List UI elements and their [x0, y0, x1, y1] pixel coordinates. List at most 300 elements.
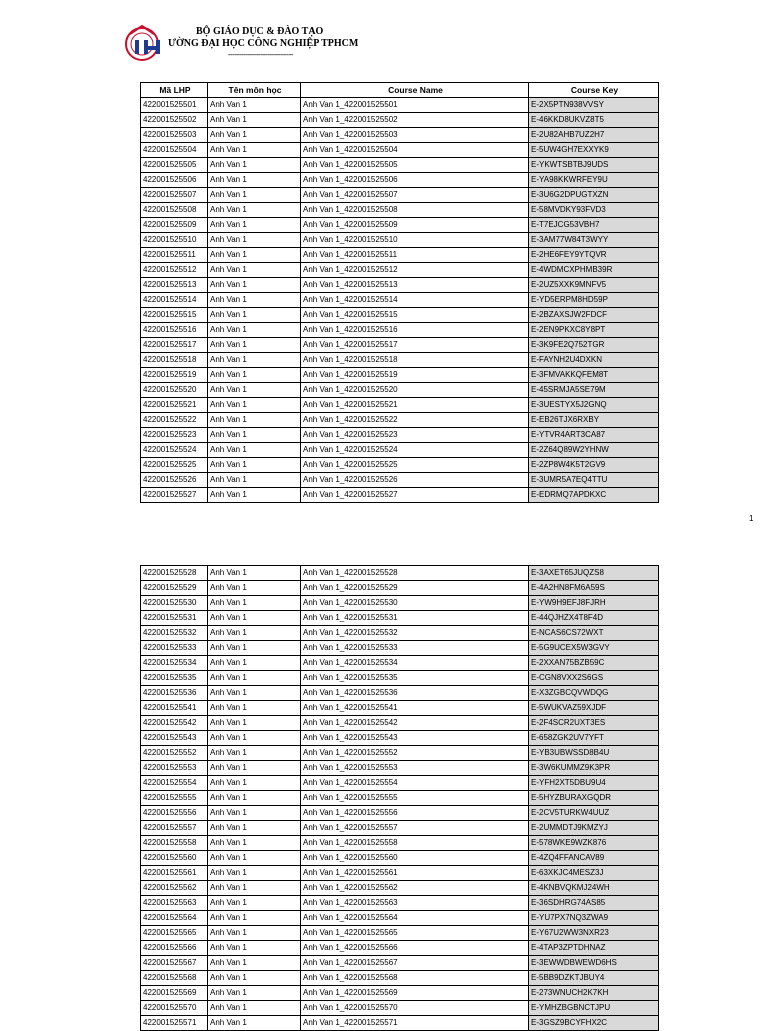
cell-ten-mon-hoc: Anh Van 1 — [208, 836, 301, 851]
table-row — [141, 368, 659, 383]
table-row — [141, 338, 659, 353]
cell-ten-mon-hoc: Anh Van 1 — [208, 866, 301, 881]
cell-ten-mon-hoc: Anh Van 1 — [208, 611, 301, 626]
cell-ten-mon-hoc: Anh Van 1 — [208, 158, 301, 173]
cell-ma-lhp: 422001525567 — [141, 956, 208, 971]
cell-course-key: E-2BZAXSJW2FDCF — [529, 308, 659, 323]
cell-ten-mon-hoc: Anh Van 1 — [208, 596, 301, 611]
cell-ma-lhp: 422001525503 — [141, 128, 208, 143]
cell-course-name: Anh Van 1_422001525568 — [301, 971, 529, 986]
cell-ma-lhp: 422001525511 — [141, 248, 208, 263]
cell-ten-mon-hoc: Anh Van 1 — [208, 473, 301, 488]
course-key-table-page-1 — [140, 82, 659, 503]
cell-course-name: Anh Van 1_422001525515 — [301, 308, 529, 323]
cell-ma-lhp: 422001525569 — [141, 986, 208, 1001]
cell-course-key: E-3K9FE2Q752TGR — [529, 338, 659, 353]
cell-ten-mon-hoc: Anh Van 1 — [208, 851, 301, 866]
cell-ten-mon-hoc: Anh Van 1 — [208, 368, 301, 383]
cell-ten-mon-hoc: Anh Van 1 — [208, 98, 301, 113]
cell-course-name: Anh Van 1_422001525526 — [301, 473, 529, 488]
cell-course-name: Anh Van 1_422001525541 — [301, 701, 529, 716]
cell-course-name: Anh Van 1_422001525534 — [301, 656, 529, 671]
cell-ten-mon-hoc: Anh Van 1 — [208, 746, 301, 761]
cell-course-key: E-2XXAN75BZB59C — [529, 656, 659, 671]
cell-course-name: Anh Van 1_422001525506 — [301, 173, 529, 188]
document-header — [118, 18, 418, 66]
table-row — [141, 1016, 659, 1031]
table-row — [141, 806, 659, 821]
table-row — [141, 866, 659, 881]
cell-course-name: Anh Van 1_422001525517 — [301, 338, 529, 353]
cell-course-name: Anh Van 1_422001525566 — [301, 941, 529, 956]
table-row — [141, 791, 659, 806]
cell-ten-mon-hoc: Anh Van 1 — [208, 173, 301, 188]
cell-ten-mon-hoc: Anh Van 1 — [208, 731, 301, 746]
cell-course-name: Anh Van 1_422001525507 — [301, 188, 529, 203]
cell-ten-mon-hoc: Anh Van 1 — [208, 911, 301, 926]
cell-ten-mon-hoc: Anh Van 1 — [208, 458, 301, 473]
table-row — [141, 113, 659, 128]
cell-ten-mon-hoc: Anh Van 1 — [208, 626, 301, 641]
cell-course-name: Anh Van 1_422001525562 — [301, 881, 529, 896]
cell-course-name: Anh Van 1_422001525560 — [301, 851, 529, 866]
cell-course-key: E-2EN9PKXC8Y8PT — [529, 323, 659, 338]
table-row — [141, 173, 659, 188]
table-row — [141, 233, 659, 248]
cell-course-key: E-FAYNH2U4DXKN — [529, 353, 659, 368]
university-logo-icon — [122, 22, 166, 64]
table-row — [141, 443, 659, 458]
cell-ten-mon-hoc: Anh Van 1 — [208, 278, 301, 293]
cell-ma-lhp: 422001525570 — [141, 1001, 208, 1016]
cell-course-key: E-44QJHZX4T8F4D — [529, 611, 659, 626]
cell-course-name: Anh Van 1_422001525570 — [301, 1001, 529, 1016]
cell-ma-lhp: 422001525506 — [141, 173, 208, 188]
table-row — [141, 488, 659, 503]
cell-course-key: E-2ZP8W4K5T2GV9 — [529, 458, 659, 473]
table-row — [141, 263, 659, 278]
cell-course-name: Anh Van 1_422001525567 — [301, 956, 529, 971]
cell-ma-lhp: 422001525519 — [141, 368, 208, 383]
cell-ma-lhp: 422001525526 — [141, 473, 208, 488]
cell-course-key: E-3UMR5A7EQ4TTU — [529, 473, 659, 488]
cell-ma-lhp: 422001525518 — [141, 353, 208, 368]
table-header-row — [141, 83, 659, 98]
cell-course-key: E-YU7PX7NQ3ZWA9 — [529, 911, 659, 926]
ministry-name: BỘ GIÁO DỤC & ĐÀO TẠO — [196, 26, 324, 37]
table-row — [141, 971, 659, 986]
school-name: ƯỜNG ĐẠI HỌC CÔNG NGHIỆP TPHCM — [168, 38, 359, 49]
table-row — [141, 701, 659, 716]
table-row — [141, 881, 659, 896]
cell-ma-lhp: 422001525553 — [141, 761, 208, 776]
cell-ma-lhp: 422001525565 — [141, 926, 208, 941]
cell-course-key: E-2X5PTN938VVSY — [529, 98, 659, 113]
cell-course-key: E-3GSZ9BCYFHX2C — [529, 1016, 659, 1031]
cell-course-key: E-X3ZGBCQVWDQG — [529, 686, 659, 701]
cell-course-name: Anh Van 1_422001525532 — [301, 626, 529, 641]
cell-course-name: Anh Van 1_422001525531 — [301, 611, 529, 626]
cell-course-key: E-45SRMJA5SE79M — [529, 383, 659, 398]
cell-ma-lhp: 422001525523 — [141, 428, 208, 443]
cell-ten-mon-hoc: Anh Van 1 — [208, 671, 301, 686]
cell-ma-lhp: 422001525571 — [141, 1016, 208, 1031]
cell-course-name: Anh Van 1_422001525528 — [301, 566, 529, 581]
cell-ma-lhp: 422001525557 — [141, 821, 208, 836]
cell-course-name: Anh Van 1_422001525518 — [301, 353, 529, 368]
cell-course-key: E-3AXET65JUQZS8 — [529, 566, 659, 581]
table-row — [141, 293, 659, 308]
cell-course-name: Anh Van 1_422001525512 — [301, 263, 529, 278]
table-row — [141, 911, 659, 926]
cell-course-name: Anh Van 1_422001525569 — [301, 986, 529, 1001]
cell-ten-mon-hoc: Anh Van 1 — [208, 113, 301, 128]
cell-course-name: Anh Van 1_422001525501 — [301, 98, 529, 113]
cell-ten-mon-hoc: Anh Van 1 — [208, 686, 301, 701]
cell-ten-mon-hoc: Anh Van 1 — [208, 233, 301, 248]
cell-course-name: Anh Van 1_422001525521 — [301, 398, 529, 413]
cell-ten-mon-hoc: Anh Van 1 — [208, 383, 301, 398]
table-row — [141, 398, 659, 413]
cell-ma-lhp: 422001525534 — [141, 656, 208, 671]
cell-ma-lhp: 422001525524 — [141, 443, 208, 458]
table-row — [141, 836, 659, 851]
table-row — [141, 581, 659, 596]
cell-course-name: Anh Van 1_422001525509 — [301, 218, 529, 233]
cell-course-key: E-2F4SCR2UXT3ES — [529, 716, 659, 731]
table-row — [141, 776, 659, 791]
cell-course-key: E-4WDMCXPHMB39R — [529, 263, 659, 278]
cell-course-name: Anh Van 1_422001525552 — [301, 746, 529, 761]
cell-course-name: Anh Van 1_422001525510 — [301, 233, 529, 248]
cell-course-name: Anh Van 1_422001525571 — [301, 1016, 529, 1031]
cell-ma-lhp: 422001525517 — [141, 338, 208, 353]
cell-ten-mon-hoc: Anh Van 1 — [208, 218, 301, 233]
cell-course-key: E-5HYZBURAXGQDR — [529, 791, 659, 806]
table-row — [141, 143, 659, 158]
cell-ma-lhp: 422001525566 — [141, 941, 208, 956]
cell-ten-mon-hoc: Anh Van 1 — [208, 398, 301, 413]
cell-ten-mon-hoc: Anh Van 1 — [208, 716, 301, 731]
cell-ma-lhp: 422001525510 — [141, 233, 208, 248]
cell-course-key: E-YFH2XT5DBU9U4 — [529, 776, 659, 791]
cell-course-name: Anh Van 1_422001525561 — [301, 866, 529, 881]
cell-course-key: E-3W6KUMMZ9K3PR — [529, 761, 659, 776]
cell-course-name: Anh Van 1_422001525530 — [301, 596, 529, 611]
cell-ma-lhp: 422001525564 — [141, 911, 208, 926]
table-row — [141, 851, 659, 866]
cell-course-name: Anh Van 1_422001525513 — [301, 278, 529, 293]
cell-ten-mon-hoc: Anh Van 1 — [208, 338, 301, 353]
cell-course-name: Anh Van 1_422001525505 — [301, 158, 529, 173]
table-row — [141, 278, 659, 293]
cell-course-name: Anh Van 1_422001525553 — [301, 761, 529, 776]
table-row — [141, 458, 659, 473]
cell-course-name: Anh Van 1_422001525520 — [301, 383, 529, 398]
cell-ma-lhp: 422001525531 — [141, 611, 208, 626]
cell-ma-lhp: 422001525533 — [141, 641, 208, 656]
cell-course-key: E-3FMVAKKQFEM8T — [529, 368, 659, 383]
cell-course-key: E-658ZGK2UV7YFT — [529, 731, 659, 746]
cell-ten-mon-hoc: Anh Van 1 — [208, 143, 301, 158]
cell-ma-lhp: 422001525501 — [141, 98, 208, 113]
cell-course-key: E-3U6G2DPUGTXZN — [529, 188, 659, 203]
cell-ma-lhp: 422001525560 — [141, 851, 208, 866]
cell-ma-lhp: 422001525562 — [141, 881, 208, 896]
cell-ma-lhp: 422001525504 — [141, 143, 208, 158]
cell-ma-lhp: 422001525512 — [141, 263, 208, 278]
column-header-course-key: Course Key — [529, 83, 659, 98]
column-header-ma-lhp: Mã LHP — [141, 83, 208, 98]
cell-course-name: Anh Van 1_422001525554 — [301, 776, 529, 791]
cell-ten-mon-hoc: Anh Van 1 — [208, 428, 301, 443]
cell-course-key: E-46KKD8UKVZ8T5 — [529, 113, 659, 128]
cell-ma-lhp: 422001525502 — [141, 113, 208, 128]
cell-ma-lhp: 422001525568 — [141, 971, 208, 986]
cell-ma-lhp: 422001525509 — [141, 218, 208, 233]
cell-course-name: Anh Van 1_422001525529 — [301, 581, 529, 596]
cell-course-key: E-YTVR4ART3CA87 — [529, 428, 659, 443]
cell-course-key: E-T7EJCG53VBH7 — [529, 218, 659, 233]
cell-course-key: E-5BB9DZKTJBUY4 — [529, 971, 659, 986]
cell-course-name: Anh Van 1_422001525522 — [301, 413, 529, 428]
cell-ma-lhp: 422001525528 — [141, 566, 208, 581]
table-row — [141, 596, 659, 611]
cell-ma-lhp: 422001525515 — [141, 308, 208, 323]
cell-ten-mon-hoc: Anh Van 1 — [208, 791, 301, 806]
cell-course-key: E-36SDHRG74AS85 — [529, 896, 659, 911]
cell-ten-mon-hoc: Anh Van 1 — [208, 881, 301, 896]
header-divider: ------------------------------ — [228, 50, 293, 59]
cell-course-name: Anh Van 1_422001525536 — [301, 686, 529, 701]
cell-course-key: E-3UESTYX5J2GNQ — [529, 398, 659, 413]
cell-ten-mon-hoc: Anh Van 1 — [208, 203, 301, 218]
table-row — [141, 656, 659, 671]
cell-course-key: E-4KNBVQKMJ24WH — [529, 881, 659, 896]
cell-course-name: Anh Van 1_422001525564 — [301, 911, 529, 926]
cell-ma-lhp: 422001525527 — [141, 488, 208, 503]
cell-course-name: Anh Van 1_422001525557 — [301, 821, 529, 836]
cell-ma-lhp: 422001525513 — [141, 278, 208, 293]
cell-course-key: E-4ZQ4FFANCAV89 — [529, 851, 659, 866]
table-row — [141, 611, 659, 626]
cell-ten-mon-hoc: Anh Van 1 — [208, 701, 301, 716]
table-row — [141, 413, 659, 428]
cell-ma-lhp: 422001525514 — [141, 293, 208, 308]
cell-ma-lhp: 422001525556 — [141, 806, 208, 821]
cell-ten-mon-hoc: Anh Van 1 — [208, 488, 301, 503]
cell-ten-mon-hoc: Anh Van 1 — [208, 323, 301, 338]
cell-course-name: Anh Van 1_422001525556 — [301, 806, 529, 821]
cell-course-key: E-EDRMQ7APDKXC — [529, 488, 659, 503]
cell-course-key: E-273WNUCH2K7KH — [529, 986, 659, 1001]
table-row — [141, 626, 659, 641]
table-row — [141, 821, 659, 836]
cell-course-key: E-5UW4GH7EXXYK9 — [529, 143, 659, 158]
cell-ma-lhp: 422001525536 — [141, 686, 208, 701]
cell-ma-lhp: 422001525542 — [141, 716, 208, 731]
table-row — [141, 98, 659, 113]
cell-course-key: E-2CV5TURKW4UUZ — [529, 806, 659, 821]
cell-ma-lhp: 422001525516 — [141, 323, 208, 338]
cell-ma-lhp: 422001525532 — [141, 626, 208, 641]
cell-course-name: Anh Van 1_422001525508 — [301, 203, 529, 218]
cell-ten-mon-hoc: Anh Van 1 — [208, 656, 301, 671]
cell-course-name: Anh Van 1_422001525503 — [301, 128, 529, 143]
cell-ma-lhp: 422001525508 — [141, 203, 208, 218]
cell-ten-mon-hoc: Anh Van 1 — [208, 806, 301, 821]
cell-course-name: Anh Van 1_422001525504 — [301, 143, 529, 158]
cell-course-name: Anh Van 1_422001525535 — [301, 671, 529, 686]
cell-ma-lhp: 422001525525 — [141, 458, 208, 473]
cell-course-key: E-58MVDKY93FVD3 — [529, 203, 659, 218]
cell-course-name: Anh Van 1_422001525543 — [301, 731, 529, 746]
cell-ma-lhp: 422001525541 — [141, 701, 208, 716]
cell-course-key: E-YMHZBGBNCTJPU — [529, 1001, 659, 1016]
column-header-ten-mon-hoc: Tên môn học — [208, 83, 301, 98]
cell-ma-lhp: 422001525543 — [141, 731, 208, 746]
table-row — [141, 353, 659, 368]
cell-ma-lhp: 422001525554 — [141, 776, 208, 791]
cell-ma-lhp: 422001525530 — [141, 596, 208, 611]
cell-ten-mon-hoc: Anh Van 1 — [208, 926, 301, 941]
course-key-table-page-2 — [140, 565, 659, 1031]
cell-ten-mon-hoc: Anh Van 1 — [208, 1016, 301, 1031]
cell-ten-mon-hoc: Anh Van 1 — [208, 188, 301, 203]
table-row — [141, 128, 659, 143]
cell-ten-mon-hoc: Anh Van 1 — [208, 821, 301, 836]
cell-course-key: E-63XKJC4MESZ3J — [529, 866, 659, 881]
table-row — [141, 671, 659, 686]
cell-course-name: Anh Van 1_422001525516 — [301, 323, 529, 338]
cell-course-key: E-YB3UBWSSD8B4U — [529, 746, 659, 761]
cell-ma-lhp: 422001525561 — [141, 866, 208, 881]
cell-ma-lhp: 422001525552 — [141, 746, 208, 761]
cell-course-name: Anh Van 1_422001525511 — [301, 248, 529, 263]
cell-ten-mon-hoc: Anh Van 1 — [208, 443, 301, 458]
cell-ten-mon-hoc: Anh Van 1 — [208, 896, 301, 911]
cell-course-key: E-2U82AHB7UZ2H7 — [529, 128, 659, 143]
cell-course-key: E-NCAS6CS72WXT — [529, 626, 659, 641]
cell-ma-lhp: 422001525529 — [141, 581, 208, 596]
table-row — [141, 323, 659, 338]
cell-course-key: E-EB26TJX6RXBY — [529, 413, 659, 428]
cell-course-name: Anh Van 1_422001525519 — [301, 368, 529, 383]
cell-ma-lhp: 422001525563 — [141, 896, 208, 911]
cell-ten-mon-hoc: Anh Van 1 — [208, 641, 301, 656]
table-row — [141, 746, 659, 761]
cell-course-name: Anh Van 1_422001525524 — [301, 443, 529, 458]
cell-course-name: Anh Van 1_422001525502 — [301, 113, 529, 128]
table-body — [141, 98, 659, 503]
cell-course-key: E-2HE6FEY9YTQVR — [529, 248, 659, 263]
table-row — [141, 686, 659, 701]
cell-ten-mon-hoc: Anh Van 1 — [208, 581, 301, 596]
table-row — [141, 761, 659, 776]
cell-course-key: E-4TAP3ZPTDHNAZ — [529, 941, 659, 956]
cell-course-key: E-2Z64Q89W2YHNW — [529, 443, 659, 458]
cell-ten-mon-hoc: Anh Van 1 — [208, 971, 301, 986]
table-row — [141, 218, 659, 233]
cell-ten-mon-hoc: Anh Van 1 — [208, 128, 301, 143]
cell-course-name: Anh Van 1_422001525555 — [301, 791, 529, 806]
table-row — [141, 188, 659, 203]
cell-ma-lhp: 422001525521 — [141, 398, 208, 413]
cell-ten-mon-hoc: Anh Van 1 — [208, 248, 301, 263]
table-body — [141, 566, 659, 1031]
cell-ma-lhp: 422001525505 — [141, 158, 208, 173]
cell-course-key: E-YA98KKWRFEY9U — [529, 173, 659, 188]
cell-course-key: E-5WUKVAZ59XJDF — [529, 701, 659, 716]
cell-ten-mon-hoc: Anh Van 1 — [208, 353, 301, 368]
cell-ten-mon-hoc: Anh Van 1 — [208, 761, 301, 776]
cell-ten-mon-hoc: Anh Van 1 — [208, 941, 301, 956]
cell-course-name: Anh Van 1_422001525533 — [301, 641, 529, 656]
cell-course-key: E-YD5ERPM8HD59P — [529, 293, 659, 308]
table-row — [141, 383, 659, 398]
cell-course-key: E-YKWTSBTBJ9UDS — [529, 158, 659, 173]
cell-ten-mon-hoc: Anh Van 1 — [208, 776, 301, 791]
cell-ten-mon-hoc: Anh Van 1 — [208, 413, 301, 428]
page-number: 1 — [749, 514, 754, 523]
table-row — [141, 203, 659, 218]
table-row — [141, 308, 659, 323]
table-row — [141, 158, 659, 173]
cell-ten-mon-hoc: Anh Van 1 — [208, 263, 301, 278]
cell-course-key: E-CGN8VXX2S6GS — [529, 671, 659, 686]
table-row — [141, 248, 659, 263]
cell-course-name: Anh Van 1_422001525523 — [301, 428, 529, 443]
cell-ma-lhp: 422001525555 — [141, 791, 208, 806]
table-row — [141, 641, 659, 656]
cell-ma-lhp: 422001525558 — [141, 836, 208, 851]
cell-ten-mon-hoc: Anh Van 1 — [208, 566, 301, 581]
cell-course-name: Anh Van 1_422001525558 — [301, 836, 529, 851]
cell-ma-lhp: 422001525520 — [141, 383, 208, 398]
cell-course-key: E-3AM77W84T3WYY — [529, 233, 659, 248]
cell-course-key: E-2UMMDTJ9KMZYJ — [529, 821, 659, 836]
cell-course-name: Anh Van 1_422001525563 — [301, 896, 529, 911]
table-row — [141, 731, 659, 746]
table-row — [141, 896, 659, 911]
cell-course-key: E-YW9H9EFJ8FJRH — [529, 596, 659, 611]
table-row — [141, 428, 659, 443]
cell-ma-lhp: 422001525507 — [141, 188, 208, 203]
cell-ten-mon-hoc: Anh Van 1 — [208, 956, 301, 971]
table-row — [141, 716, 659, 731]
cell-course-key: E-Y67U2WW3NXR23 — [529, 926, 659, 941]
cell-course-key: E-4A2HN8FM6A59S — [529, 581, 659, 596]
cell-ten-mon-hoc: Anh Van 1 — [208, 1001, 301, 1016]
cell-ten-mon-hoc: Anh Van 1 — [208, 986, 301, 1001]
table-row — [141, 941, 659, 956]
table-row — [141, 956, 659, 971]
cell-ma-lhp: 422001525535 — [141, 671, 208, 686]
cell-course-name: Anh Van 1_422001525527 — [301, 488, 529, 503]
cell-course-name: Anh Van 1_422001525565 — [301, 926, 529, 941]
cell-course-name: Anh Van 1_422001525514 — [301, 293, 529, 308]
cell-ten-mon-hoc: Anh Van 1 — [208, 308, 301, 323]
table-row — [141, 986, 659, 1001]
cell-course-key: E-3EWWDBWEWD6HS — [529, 956, 659, 971]
column-header-course-name: Course Name — [301, 83, 529, 98]
table-row — [141, 1001, 659, 1016]
table-row — [141, 926, 659, 941]
cell-course-key: E-578WKE9WZK876 — [529, 836, 659, 851]
cell-course-name: Anh Van 1_422001525525 — [301, 458, 529, 473]
cell-course-name: Anh Van 1_422001525542 — [301, 716, 529, 731]
cell-course-key: E-2UZ5XXK9MNFV5 — [529, 278, 659, 293]
